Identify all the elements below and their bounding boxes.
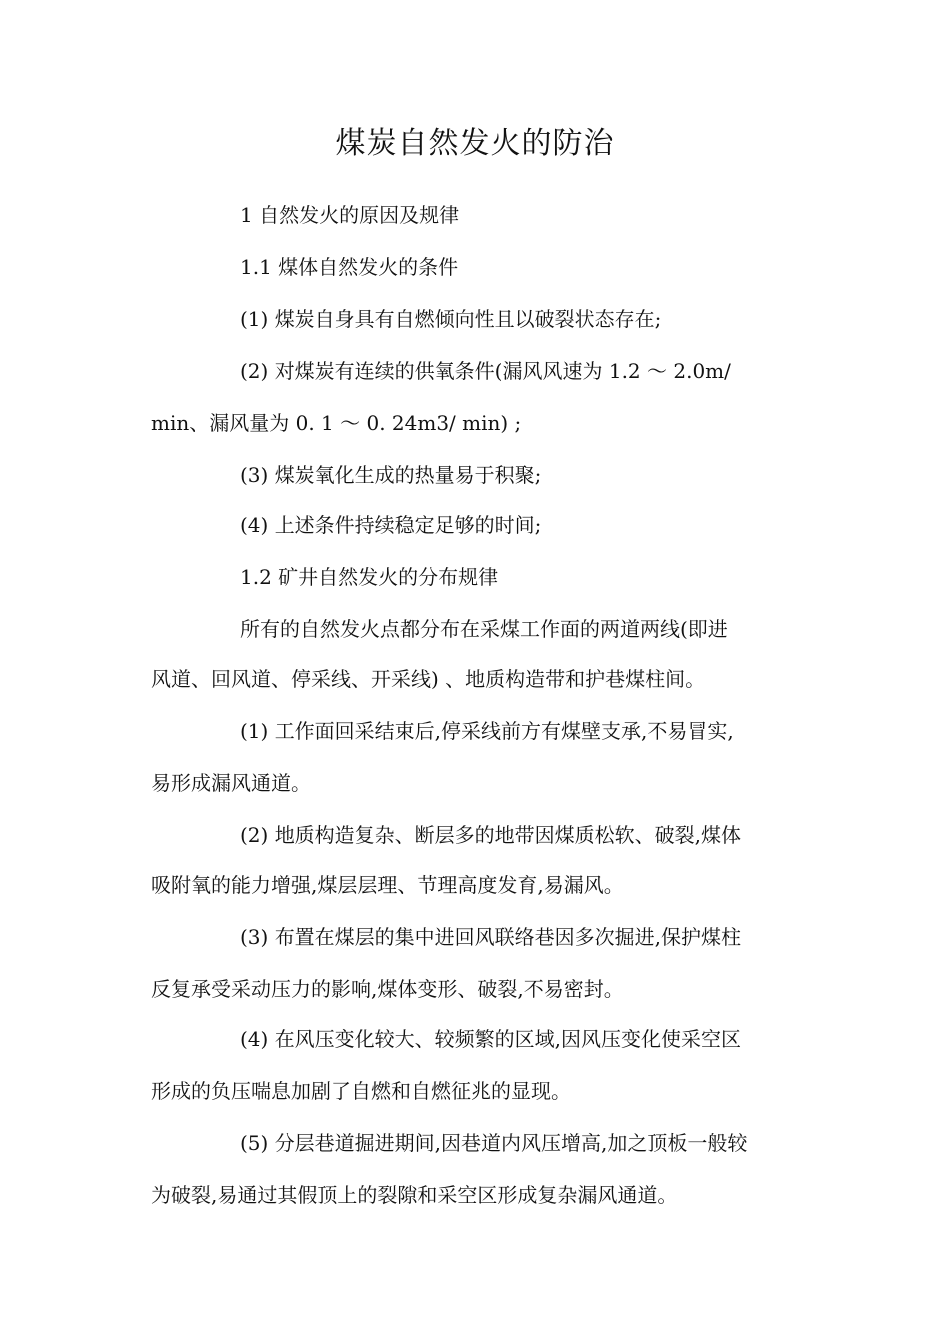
paragraph-line: (2) 对煤炭有连续的供氧条件(漏风风速为 1.2 ～ 2.0m/ <box>240 359 731 383</box>
paragraph-line: (2) 地质构造复杂、断层多的地带因煤质松软、破裂,煤体 <box>240 823 742 847</box>
paragraph-line: 风道、回风道、停采线、开采线) 、地质构造带和护巷煤柱间。 <box>151 667 706 691</box>
paragraph-line: 反复承受采动压力的影响,煤体变形、破裂,不易密封。 <box>151 977 624 1001</box>
paragraph-line: 所有的自然发火点都分布在采煤工作面的两道两线(即进 <box>240 617 728 641</box>
paragraph-line: (4) 在风压变化较大、较频繁的区域,因风压变化使采空区 <box>240 1027 742 1051</box>
paragraph-line: 为破裂,易通过其假顶上的裂隙和采空区形成复杂漏风通道。 <box>151 1183 678 1207</box>
paragraph-line: (5) 分层巷道掘进期间,因巷道内风压增高,加之顶板一般较 <box>240 1131 748 1155</box>
subsection-heading: 1.2 矿井自然发火的分布规律 <box>240 565 499 589</box>
paragraph-line: (1) 煤炭自身具有自燃倾向性且以破裂状态存在; <box>240 307 662 331</box>
paragraph-line: 形成的负压喘息加剧了自燃和自燃征兆的显现。 <box>151 1079 571 1103</box>
paragraph-line: min、漏风量为 0. 1 ～ 0. 24m3/ min) ; <box>151 411 522 435</box>
paragraph-line: (3) 煤炭氧化生成的热量易于积聚; <box>240 463 542 487</box>
subsection-heading: 1.1 煤体自然发火的条件 <box>240 255 459 279</box>
section-heading: 1 自然发火的原因及规律 <box>240 203 460 227</box>
paragraph-line: 吸附氧的能力增强,煤层层理、节理高度发育,易漏风。 <box>151 873 624 897</box>
paragraph-line: (3) 布置在煤层的集中进回风联络巷因多次掘进,保护煤柱 <box>240 925 742 949</box>
paragraph-line: (1) 工作面回采结束后,停采线前方有煤壁支承,不易冒实, <box>240 719 734 743</box>
document-title: 煤炭自然发火的防治 <box>335 126 615 161</box>
paragraph-line: 易形成漏风通道。 <box>151 771 311 795</box>
paragraph-line: (4) 上述条件持续稳定足够的时间; <box>240 513 542 537</box>
